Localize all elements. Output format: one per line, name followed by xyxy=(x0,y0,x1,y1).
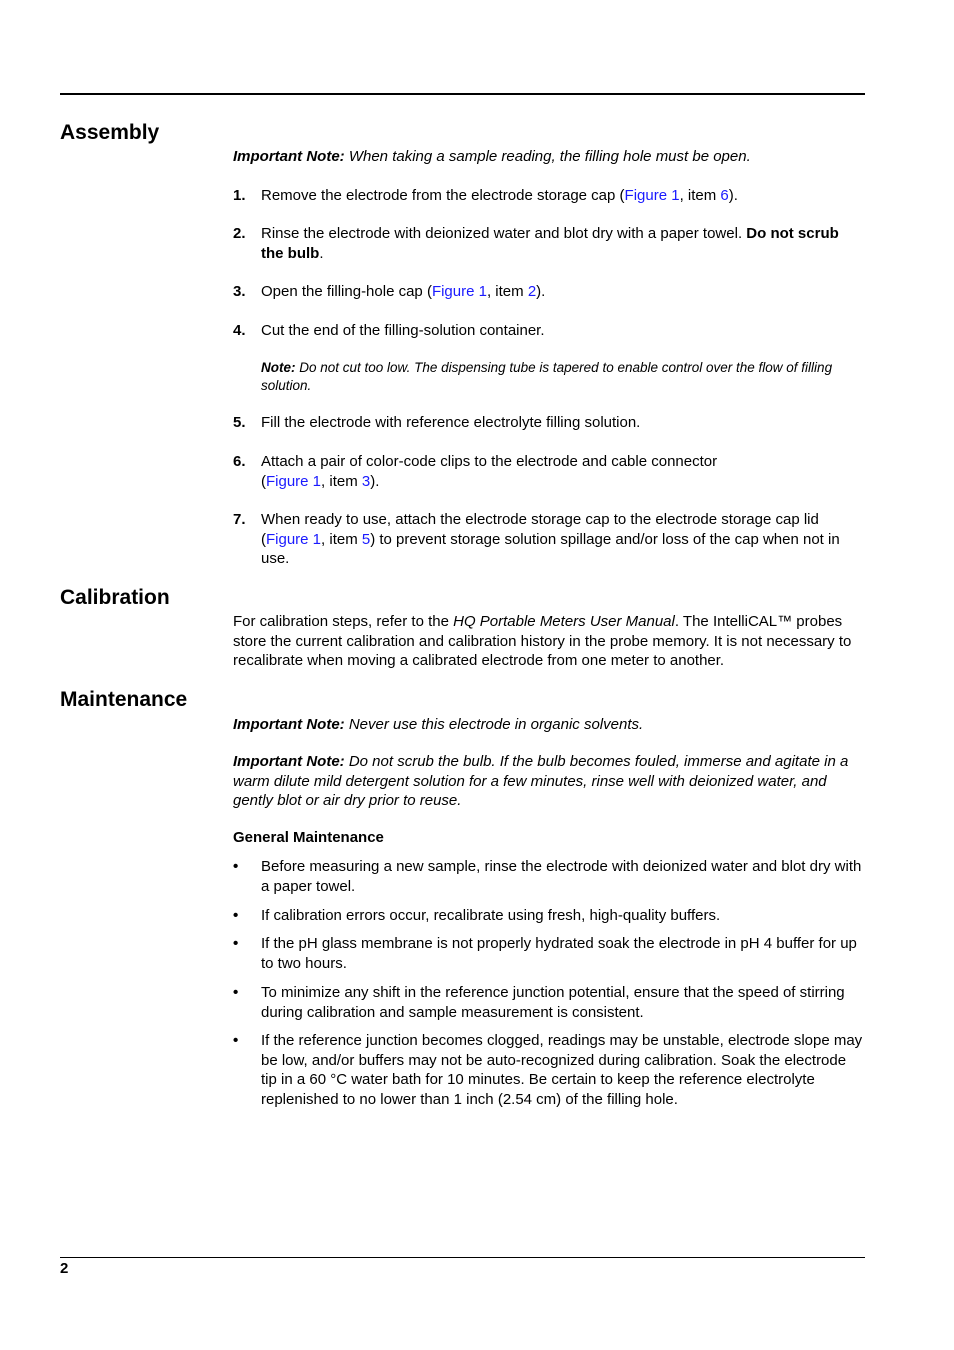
step-text: , item xyxy=(486,283,528,300)
maintenance-bullet-4 xyxy=(233,983,865,1022)
page-number: 2 xyxy=(60,1260,69,1277)
step-number: 2. xyxy=(233,225,246,242)
step-text: Fill the electrode with reference electrolyte filling solution. xyxy=(261,414,641,431)
manual-title: HQ Portable Meters User Manual xyxy=(453,613,675,630)
bullet-marker: • xyxy=(233,858,239,875)
header-rule xyxy=(60,93,865,95)
maintenance-bullet-2 xyxy=(233,906,865,926)
assembly-heading: Assembly xyxy=(60,121,160,144)
step-text: ( xyxy=(261,472,266,490)
step-text: Cut the end of the filling-solution container. xyxy=(261,322,545,339)
maintenance-important-note-2 xyxy=(233,752,865,811)
bullet-marker: • xyxy=(233,907,239,924)
bullet-text: If the reference junction becomes clogged, readings may be unstable, electrode slope may be low, and/or buffers may not be auto-recognized during calibration. Soak the electrode tip in a 60 °C water bath for 10 minutes. Be certain to keep the reference electrolyte replenished to no lower than 1 inch (2.54 cm) of the filling hole. xyxy=(261,1032,863,1108)
step-bold-text: Do not scrub the bulb xyxy=(261,225,839,262)
maintenance-heading: Maintenance xyxy=(60,688,188,711)
bullet-text: If the pH glass membrane is not properly hydrated soak the electrode in pH 4 buffer for up to two hours. xyxy=(261,935,857,972)
maintenance-bullet-5 xyxy=(233,1031,865,1109)
note-text: Do not cut too low. The dispensing tube is tapered to enable control over the flow of filling solution. xyxy=(261,360,833,393)
step-number: 4. xyxy=(233,322,246,339)
assembly-important-note xyxy=(233,147,865,167)
general-maintenance-heading: General Maintenance xyxy=(233,829,384,846)
step-number: 1. xyxy=(233,187,246,204)
figure-link[interactable]: Figure 1 xyxy=(266,530,322,548)
step-text: Open the filling-hole cap ( xyxy=(261,283,432,300)
step-text: Attach a pair of color-code clips to the electrode and cable connector xyxy=(261,453,718,470)
item-link[interactable]: 6 xyxy=(720,187,729,204)
assembly-step-6 xyxy=(233,452,865,491)
step-number: 7. xyxy=(233,511,246,528)
step-text: , item xyxy=(321,472,362,490)
assembly-step-4 xyxy=(233,321,865,341)
maintenance-bullet-1 xyxy=(233,857,865,896)
step-text: Rinse the electrode with deionized water and blot dry with a paper towel. xyxy=(261,225,747,242)
step-text: ). xyxy=(728,187,738,204)
bullet-marker: • xyxy=(233,1032,239,1049)
step-text: When ready to use, attach the electrode storage cap to the electrode storage cap lid ( xyxy=(261,511,819,548)
step-4-note xyxy=(261,359,865,395)
maintenance-important-note-1 xyxy=(233,715,865,735)
note-label: Important Note: xyxy=(233,148,345,165)
step-text: , item xyxy=(679,187,721,204)
note-label: Important Note: xyxy=(233,753,345,770)
bullet-text: If calibration errors occur, recalibrate using fresh, high-quality buffers. xyxy=(261,907,721,924)
assembly-step-3 xyxy=(233,282,865,302)
item-link[interactable]: 5 xyxy=(361,530,371,548)
assembly-step-7 xyxy=(233,510,865,569)
step-text: ) to prevent storage solution spillage and/or loss of the cap when not in use. xyxy=(261,530,840,567)
step-number: 5. xyxy=(233,414,246,431)
maintenance-bullet-3 xyxy=(233,934,865,973)
item-link[interactable]: 3 xyxy=(361,472,371,490)
figure-link[interactable]: Figure 1 xyxy=(266,472,322,490)
note-label: Important Note: xyxy=(233,716,345,733)
calibration-paragraph xyxy=(233,612,865,671)
step-text: , item xyxy=(321,530,362,548)
footer-rule xyxy=(60,1257,865,1258)
step-number: 3. xyxy=(233,283,246,300)
paragraph-text: For calibration steps, refer to the xyxy=(233,613,454,630)
note-label: Note: xyxy=(261,360,296,375)
note-text: Do not scrub the bulb. If the bulb becomes fouled, immerse and agitate in a warm dilute mild detergent solution for a few minutes, rinse well with deionized water, and gently blot or air dry prior to reuse. xyxy=(233,753,849,809)
bullet-text: Before measuring a new sample, rinse the electrode with deionized water and blot dry with a paper towel. xyxy=(261,858,862,895)
paragraph-text: . The IntelliCAL™ probes store the current calibration and calibration history in the probe memory. It is not necessary to recalibrate when moving a calibrated electrode from one meter to another. xyxy=(233,613,852,669)
figure-link[interactable]: Figure 1 xyxy=(624,187,680,204)
assembly-step-1 xyxy=(233,186,865,206)
bullet-text: To minimize any shift in the reference junction potential, ensure that the speed of stirring during calibration and sample measurement is consistent. xyxy=(261,984,845,1021)
figure-link[interactable]: Figure 1 xyxy=(431,283,487,300)
step-text: . xyxy=(319,244,324,262)
bullet-marker: • xyxy=(233,984,239,1001)
bullet-marker: • xyxy=(233,935,239,952)
note-text: Never use this electrode in organic solvents. xyxy=(344,716,644,733)
step-number: 6. xyxy=(233,453,246,470)
item-link[interactable]: 2 xyxy=(527,283,537,300)
calibration-heading: Calibration xyxy=(60,586,170,609)
note-text: When taking a sample reading, the filling hole must be open. xyxy=(344,148,751,165)
step-text: Remove the electrode from the electrode storage cap ( xyxy=(261,187,625,204)
step-text: ). xyxy=(536,283,546,300)
step-text: ). xyxy=(370,472,380,490)
assembly-step-5 xyxy=(233,413,865,433)
assembly-step-2 xyxy=(233,224,865,263)
